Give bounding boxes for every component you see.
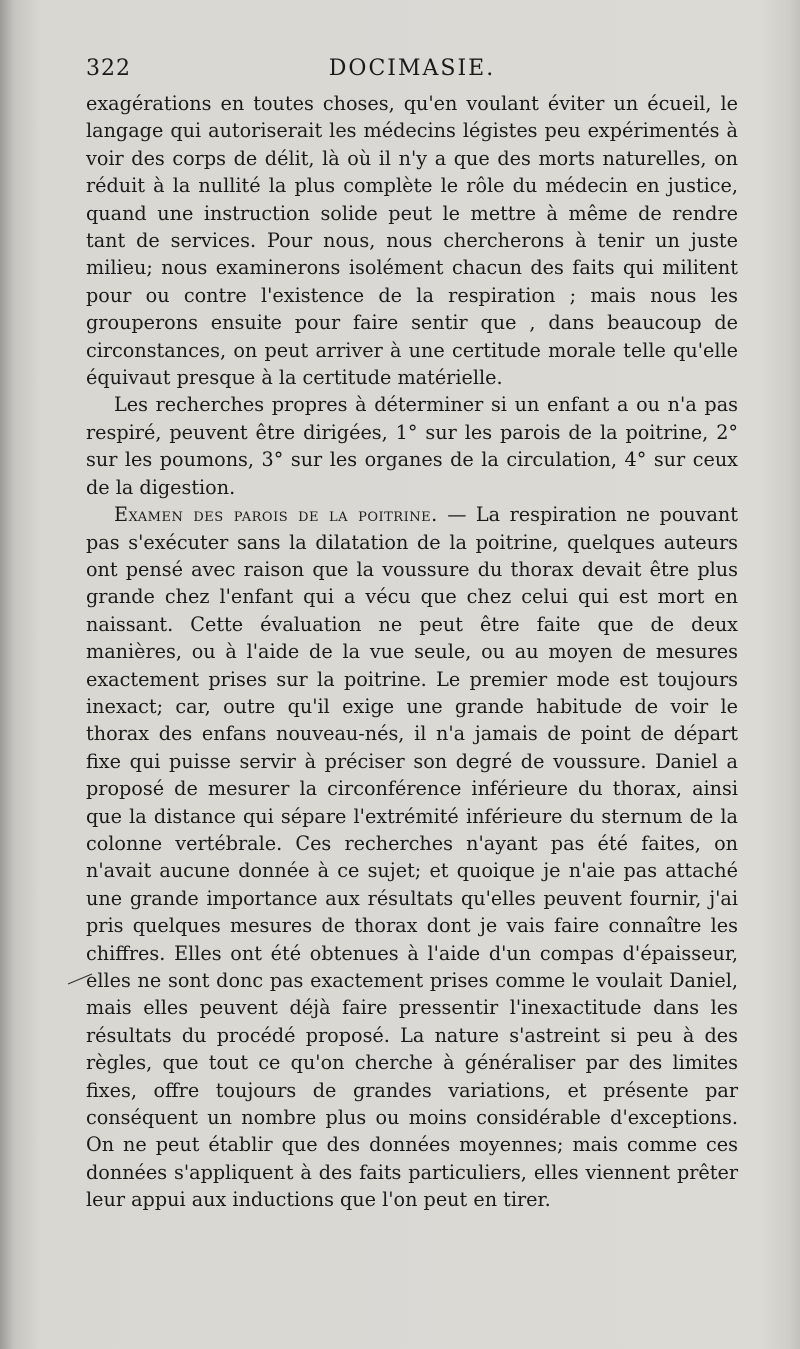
running-title: DOCIMASIE. <box>328 56 496 81</box>
paragraph-text: — La respiration ne pouvant pas s'exécuter sans la dilatation de la poitrine, quelques auteurs ont pensé avec raison que la voussure du thorax devait être plus grande chez l'enfant qui a vécu que chez celui qui est mort en naissant. Cette évaluation ne peut être faite que de deux manières, ou à l'aide de la vue seule, ou au moyen de mesures exactement prises sur la poitrine. Le premier mode est toujours inexact; car, outre qu'il exige une grande habitude de voir le thorax des enfans nouveau-nés, il n'a jamais de point de départ fixe qui puisse servir à préciser son degré de voussure. Daniel a proposé de mesurer la circonférence inférieure du thorax, ainsi que la distance qui sépare l'extrémité inférieure du sternum de la colonne vertébrale. Ces recherches n'ayant pas été faites, on n'avait aucune donnée à ce sujet; et quoique je n'aie pas attaché une grande importance aux résultats qu'elles peuvent fournir, j'ai pris quelques mesures de thorax dont je vais faire connaître les chiffres. Elles ont été obtenues à l'aide d'un compas d'épaisseur, elles ne sont donc pas exactement prises comme le voulait Daniel, mais elles peuvent déjà faire pressentir l'inexactitude dans les résultats du procédé proposé. La nature s'astreint si peu à des règles, que tout ce qu'on cherche à généraliser par des limites fixes, offre toujours de grandes variations, et présente par conséquent un nombre plus ou moins considérable d'exceptions. On ne peut établir que des données moyennes; mais comme ces données s'appliquent à des faits particuliers, elles viennent prêter leur appui aux inductions que l'on peut en tirer. <box>86 503 739 1212</box>
body-text <box>86 90 738 1214</box>
page-header <box>86 56 738 90</box>
section-heading: Examen des parois de la poitrine. <box>114 503 438 527</box>
paragraph-research-directions: Les recherches propres à déterminer si un enfant a ou n'a pas respiré, peuvent être dirigées, 1° sur les parois de la poitrine, 2° sur les poumons, 3° sur les organes de la circulation, 4° sur ceux de la digestion. <box>86 393 738 499</box>
paragraph-continuation: exagérations en toutes choses, qu'en voulant éviter un écueil, le langage qui autoriserait les médecins légistes peu expérimentés à voir des corps de délit, là où il n'y a que des morts naturelles, on réduit à la nullité la plus complète le rôle du médecin en justice, quand une instruction solide peut le mettre à même de rendre tant de services. Pour nous, nous chercherons à tenir un juste milieu; nous examinerons isolément chacun des faits qui militent pour ou contre l'existence de la respiration ; mais nous les grouperons ensuite pour faire sentir que , dans beaucoup de circonstances, on peut arriver à une certitude morale telle qu'elle équivaut presque à la certitude matérielle. <box>86 92 738 390</box>
paragraph-chest-examination <box>86 501 738 1214</box>
page-number: 322 <box>86 56 131 81</box>
